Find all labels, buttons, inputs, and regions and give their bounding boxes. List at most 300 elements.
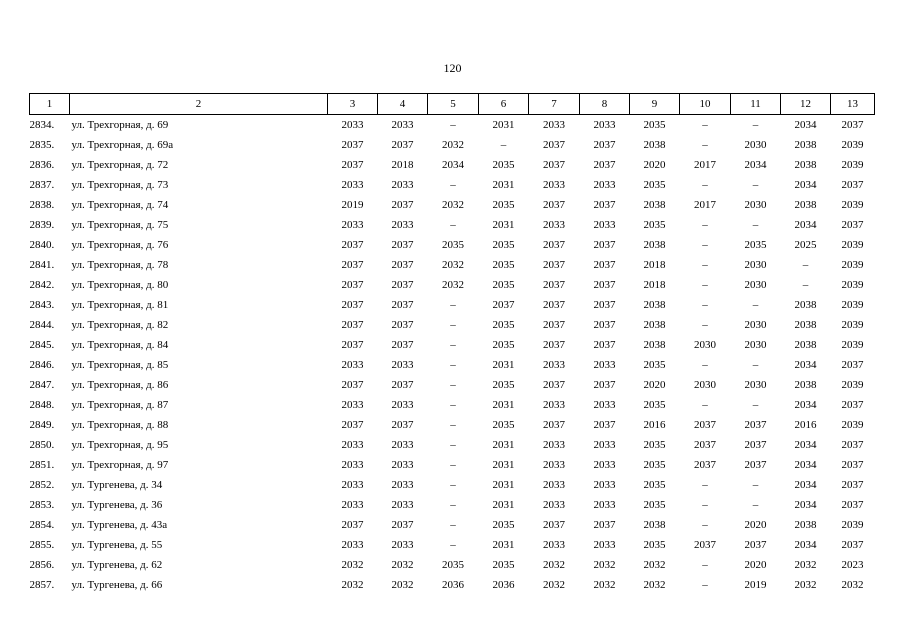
year-cell: 2033 [543, 119, 565, 131]
row-number: 2855. [29, 539, 55, 551]
year-cell: 2031 [492, 499, 515, 511]
year-cell: 2033 [543, 479, 565, 491]
year-cell: 2030 [744, 259, 767, 271]
table-row [30, 135, 875, 155]
year-cell: 2018 [643, 279, 666, 291]
column-header: 3 [328, 94, 378, 115]
year-cell: 2032 [442, 199, 464, 211]
year-cell: 2037 [593, 299, 616, 311]
table-row [30, 215, 875, 235]
year-cell: 2038 [794, 299, 817, 311]
year-cell: 2039 [841, 339, 864, 351]
year-cell: 2033 [341, 539, 364, 551]
year-cell: – [450, 319, 456, 331]
column-header: 10 [680, 94, 731, 115]
column-header: 8 [580, 94, 630, 115]
year-cell: 2030 [744, 199, 767, 211]
year-cell: – [702, 119, 708, 131]
row-number: 2840. [29, 239, 55, 251]
address-cell: ул. Трехгорная, д. 82 [71, 319, 169, 331]
year-cell: 2030 [694, 339, 716, 351]
table-row [30, 115, 875, 136]
year-cell: 2037 [593, 419, 616, 431]
year-cell: 2037 [694, 539, 716, 551]
year-cell: 2032 [593, 559, 616, 571]
column-header: 1 [30, 94, 70, 115]
year-cell: 2033 [391, 459, 414, 471]
year-cell: 2035 [643, 399, 666, 411]
year-cell: 2018 [391, 159, 414, 171]
year-cell: 2033 [543, 539, 565, 551]
year-cell: 2035 [492, 259, 515, 271]
year-cell: – [450, 499, 456, 511]
year-cell: 2038 [643, 199, 666, 211]
year-cell: 2030 [744, 379, 767, 391]
table-row [30, 435, 875, 455]
year-cell: 2039 [841, 379, 864, 391]
year-cell: 2037 [841, 479, 864, 491]
address-cell: ул. Тургенева, д. 34 [71, 479, 163, 491]
year-cell: 2016 [794, 419, 817, 431]
year-cell: 2037 [593, 319, 616, 331]
year-cell: 2039 [841, 159, 864, 171]
year-cell: 2037 [391, 299, 414, 311]
year-cell: 2033 [391, 499, 414, 511]
address-cell: ул. Трехгорная, д. 85 [71, 359, 169, 371]
year-cell: 2034 [794, 439, 817, 451]
year-cell: 2033 [543, 459, 565, 471]
year-cell: 2032 [643, 579, 666, 591]
year-cell: 2033 [341, 359, 364, 371]
year-cell: – [752, 179, 759, 191]
year-cell: 2032 [841, 579, 864, 591]
table-body [30, 115, 875, 596]
year-cell: 2033 [543, 439, 565, 451]
year-cell: 2037 [391, 339, 414, 351]
year-cell: 2016 [643, 419, 666, 431]
year-cell: 2037 [543, 279, 565, 291]
year-cell: 2035 [442, 239, 464, 251]
table-row [30, 295, 875, 315]
address-cell: ул. Трехгорная, д. 88 [71, 419, 169, 431]
row-number: 2854. [29, 519, 55, 531]
table-row [30, 355, 875, 375]
year-cell: 2019 [744, 579, 767, 591]
year-cell: 2035 [643, 499, 666, 511]
year-cell: 2037 [341, 419, 364, 431]
address-cell: ул. Трехгорная, д. 95 [71, 439, 169, 451]
row-number: 2834. [29, 119, 55, 131]
table-row [30, 275, 875, 295]
year-cell: 2037 [543, 239, 565, 251]
year-cell: 2034 [794, 479, 817, 491]
year-cell: 2035 [492, 379, 515, 391]
row-number: 2852. [29, 479, 55, 491]
year-cell: 2032 [643, 559, 666, 571]
year-cell: 2033 [391, 399, 414, 411]
year-cell: 2037 [341, 319, 364, 331]
year-cell: 2038 [794, 339, 817, 351]
row-number: 2846. [29, 359, 55, 371]
year-cell: 2037 [543, 379, 565, 391]
year-cell: – [702, 219, 708, 231]
year-cell: 2037 [341, 519, 364, 531]
table-row [30, 195, 875, 215]
year-cell: 2035 [492, 519, 515, 531]
year-cell: 2037 [841, 399, 864, 411]
year-cell: 2037 [391, 259, 414, 271]
year-cell: 2035 [643, 479, 666, 491]
column-header: 4 [378, 94, 428, 115]
year-cell: 2037 [391, 419, 414, 431]
year-cell: 2039 [841, 239, 864, 251]
table-row [30, 335, 875, 355]
year-cell: 2037 [543, 319, 565, 331]
row-number: 2835. [29, 139, 55, 151]
year-cell: 2031 [492, 539, 515, 551]
year-cell: 2039 [841, 519, 864, 531]
address-cell: ул. Трехгорная, д. 73 [71, 179, 169, 191]
year-cell: 2037 [391, 199, 414, 211]
table-row [30, 375, 875, 395]
year-cell: – [450, 119, 456, 131]
year-cell: 2038 [643, 339, 666, 351]
year-cell: 2033 [341, 119, 364, 131]
year-cell: 2035 [492, 319, 515, 331]
year-cell: 2032 [391, 579, 414, 591]
row-number: 2841. [29, 259, 55, 271]
year-cell: 2034 [794, 119, 817, 131]
year-cell: 2038 [643, 519, 666, 531]
year-cell: 2035 [643, 179, 666, 191]
year-cell: – [702, 239, 708, 251]
year-cell: – [702, 579, 708, 591]
year-cell: – [702, 499, 708, 511]
year-cell: 2037 [841, 119, 864, 131]
year-cell: 2033 [391, 119, 414, 131]
table-row [30, 535, 875, 555]
year-cell: 2038 [794, 139, 817, 151]
row-number: 2845. [29, 339, 55, 351]
year-cell: 2037 [543, 519, 565, 531]
year-cell: 2033 [341, 219, 364, 231]
table-row [30, 415, 875, 435]
year-cell: 2031 [492, 459, 515, 471]
year-cell: 2032 [794, 559, 817, 571]
column-header: 5 [428, 94, 479, 115]
year-cell: 2035 [744, 239, 767, 251]
year-cell: 2037 [841, 539, 864, 551]
row-number: 2842. [29, 279, 55, 291]
year-cell: – [752, 499, 759, 511]
row-number: 2853. [29, 499, 55, 511]
year-cell: 2037 [341, 339, 364, 351]
year-cell: 2038 [643, 139, 666, 151]
year-cell: 2038 [643, 319, 666, 331]
year-cell: – [450, 479, 456, 491]
year-cell: 2034 [794, 399, 817, 411]
year-cell: 2035 [643, 219, 666, 231]
address-cell: ул. Трехгорная, д. 86 [71, 379, 169, 391]
year-cell: – [702, 179, 708, 191]
table-row [30, 455, 875, 475]
address-cell: ул. Трехгорная, д. 81 [71, 299, 169, 311]
year-cell: – [450, 399, 456, 411]
year-cell: 2037 [841, 439, 864, 451]
table-row [30, 255, 875, 275]
year-cell: 2018 [643, 259, 666, 271]
year-cell: 2037 [744, 419, 767, 431]
row-number: 2850. [29, 439, 55, 451]
year-cell: – [450, 219, 456, 231]
table-row [30, 235, 875, 255]
column-header: 2 [70, 94, 328, 115]
row-number: 2843. [29, 299, 55, 311]
year-cell: – [450, 439, 456, 451]
year-cell: 2020 [643, 159, 666, 171]
registry-table [29, 93, 875, 595]
year-cell: 2035 [492, 339, 515, 351]
address-cell: ул. Тургенева, д. 62 [71, 559, 163, 571]
year-cell: – [752, 479, 759, 491]
year-cell: 2038 [794, 519, 817, 531]
year-cell: – [450, 459, 456, 471]
year-cell: 2032 [593, 579, 616, 591]
year-cell: 2033 [593, 439, 616, 451]
year-cell: 2033 [543, 499, 565, 511]
row-number: 2848. [29, 399, 55, 411]
year-cell: 2033 [391, 539, 414, 551]
year-cell: 2037 [341, 239, 364, 251]
year-cell: 2033 [543, 399, 565, 411]
year-cell: 2033 [593, 219, 616, 231]
column-header: 12 [781, 94, 831, 115]
column-header: 11 [731, 94, 781, 115]
year-cell: 2035 [643, 359, 666, 371]
year-cell: 2035 [492, 239, 515, 251]
year-cell: 2037 [694, 439, 716, 451]
year-cell: 2017 [694, 159, 716, 171]
year-cell: 2033 [341, 399, 364, 411]
year-cell: 2037 [391, 139, 414, 151]
year-cell: – [702, 139, 708, 151]
year-cell: 2037 [593, 199, 616, 211]
year-cell: 2035 [643, 459, 666, 471]
year-cell: 2037 [593, 259, 616, 271]
year-cell: 2037 [543, 259, 565, 271]
row-number: 2836. [29, 159, 55, 171]
year-cell: 2033 [341, 479, 364, 491]
row-number: 2839. [29, 219, 55, 231]
year-cell: 2037 [593, 239, 616, 251]
year-cell: – [752, 219, 759, 231]
row-number: 2847. [29, 379, 55, 391]
year-cell: 2033 [593, 399, 616, 411]
row-number: 2838. [29, 199, 55, 211]
year-cell: 2039 [841, 259, 864, 271]
year-cell: 2034 [744, 159, 767, 171]
address-cell: ул. Трехгорная, д. 69а [71, 139, 174, 151]
table-row [30, 155, 875, 175]
year-cell: – [450, 419, 456, 431]
year-cell: 2037 [593, 379, 616, 391]
table-row [30, 475, 875, 495]
year-cell: 2038 [794, 199, 817, 211]
year-cell: – [702, 299, 708, 311]
year-cell: 2031 [492, 119, 515, 131]
year-cell: 2037 [744, 539, 767, 551]
year-cell: 2036 [442, 579, 464, 591]
year-cell: 2035 [643, 539, 666, 551]
year-cell: 2039 [841, 199, 864, 211]
year-cell: 2033 [341, 439, 364, 451]
year-cell: 2025 [794, 239, 817, 251]
year-cell: 2033 [341, 499, 364, 511]
year-cell: 2035 [492, 159, 515, 171]
year-cell: 2032 [341, 559, 364, 571]
year-cell: 2020 [744, 559, 767, 571]
year-cell: 2037 [694, 459, 716, 471]
year-cell: 2031 [492, 219, 515, 231]
year-cell: – [702, 359, 708, 371]
year-cell: 2037 [841, 179, 864, 191]
year-cell: 2033 [391, 179, 414, 191]
year-cell: 2036 [492, 579, 515, 591]
year-cell: 2033 [593, 359, 616, 371]
year-cell: 2030 [694, 379, 716, 391]
year-cell: – [752, 119, 759, 131]
year-cell: 2037 [543, 139, 565, 151]
year-cell: 2038 [794, 379, 817, 391]
year-cell: 2031 [492, 359, 515, 371]
year-cell: 2039 [841, 279, 864, 291]
year-cell: 2037 [341, 259, 364, 271]
year-cell: – [702, 319, 708, 331]
year-cell: 2033 [391, 219, 414, 231]
year-cell: 2037 [543, 159, 565, 171]
table-header [30, 94, 875, 115]
year-cell: 2035 [492, 559, 515, 571]
address-cell: ул. Трехгорная, д. 72 [71, 159, 169, 171]
year-cell: 2035 [492, 279, 515, 291]
year-cell: 2019 [341, 199, 364, 211]
year-cell: 2030 [744, 319, 767, 331]
address-cell: ул. Трехгорная, д. 97 [71, 459, 169, 471]
year-cell: 2037 [841, 219, 864, 231]
year-cell: 2038 [643, 239, 666, 251]
year-cell: 2032 [794, 579, 817, 591]
year-cell: – [752, 359, 759, 371]
year-cell: 2032 [442, 139, 464, 151]
year-cell: 2037 [341, 379, 364, 391]
year-cell: 2034 [442, 159, 464, 171]
year-cell: 2037 [543, 199, 565, 211]
year-cell: 2033 [593, 479, 616, 491]
table-row [30, 515, 875, 535]
year-cell: 2030 [744, 139, 767, 151]
table-row [30, 175, 875, 195]
year-cell: 2033 [593, 539, 616, 551]
year-cell: – [450, 339, 456, 351]
year-cell: 2034 [794, 179, 817, 191]
year-cell: 2032 [442, 259, 464, 271]
year-cell: 2037 [744, 459, 767, 471]
year-cell: 2039 [841, 139, 864, 151]
year-cell: 2034 [794, 359, 817, 371]
year-cell: 2037 [543, 299, 565, 311]
year-cell: 2037 [593, 519, 616, 531]
year-cell: 2032 [543, 559, 565, 571]
year-cell: – [702, 559, 708, 571]
address-cell: ул. Трехгорная, д. 84 [71, 339, 169, 351]
year-cell: 2037 [593, 339, 616, 351]
year-cell: 2037 [341, 279, 364, 291]
address-cell: ул. Трехгорная, д. 69 [71, 119, 169, 131]
year-cell: 2030 [744, 279, 767, 291]
year-cell: 2033 [593, 119, 616, 131]
year-cell: 2033 [593, 179, 616, 191]
year-cell: 2037 [341, 139, 364, 151]
year-cell: 2035 [643, 439, 666, 451]
address-cell: ул. Трехгорная, д. 76 [71, 239, 169, 251]
year-cell: 2033 [543, 219, 565, 231]
year-cell: 2037 [694, 419, 716, 431]
year-cell: 2037 [543, 419, 565, 431]
year-cell: 2039 [841, 419, 864, 431]
year-cell: 2035 [492, 419, 515, 431]
row-number: 2856. [29, 559, 55, 571]
year-cell: 2023 [841, 559, 864, 571]
year-cell: 2020 [744, 519, 767, 531]
column-header: 7 [529, 94, 580, 115]
address-cell: ул. Тургенева, д. 36 [71, 499, 163, 511]
year-cell: 2030 [744, 339, 767, 351]
year-cell: – [702, 279, 708, 291]
year-cell: – [702, 479, 708, 491]
year-cell: 2031 [492, 439, 515, 451]
year-cell: 2035 [492, 199, 515, 211]
address-cell: ул. Трехгорная, д. 87 [71, 399, 169, 411]
year-cell: – [450, 299, 456, 311]
year-cell: 2034 [794, 499, 817, 511]
year-cell: 2033 [593, 459, 616, 471]
year-cell: 2037 [841, 459, 864, 471]
year-cell: 2037 [391, 319, 414, 331]
address-cell: ул. Тургенева, д. 66 [71, 579, 163, 591]
year-cell: 2037 [593, 159, 616, 171]
year-cell: 2037 [543, 339, 565, 351]
page-number: 120 [443, 61, 462, 75]
year-cell: 2037 [593, 139, 616, 151]
table-row [30, 495, 875, 515]
year-cell: 2020 [643, 379, 666, 391]
year-cell: 2037 [841, 359, 864, 371]
year-cell: 2037 [391, 239, 414, 251]
year-cell: 2032 [442, 279, 464, 291]
column-header: 9 [630, 94, 680, 115]
year-cell: – [702, 399, 708, 411]
year-cell: 2032 [391, 559, 414, 571]
year-cell: 2037 [744, 439, 767, 451]
year-cell: 2033 [543, 359, 565, 371]
column-header: 13 [831, 94, 875, 115]
year-cell: 2031 [492, 179, 515, 191]
year-cell: 2032 [341, 579, 364, 591]
year-cell: 2037 [841, 499, 864, 511]
address-cell: ул. Трехгорная, д. 78 [71, 259, 169, 271]
year-cell: – [500, 139, 507, 151]
year-cell: 2037 [341, 299, 364, 311]
